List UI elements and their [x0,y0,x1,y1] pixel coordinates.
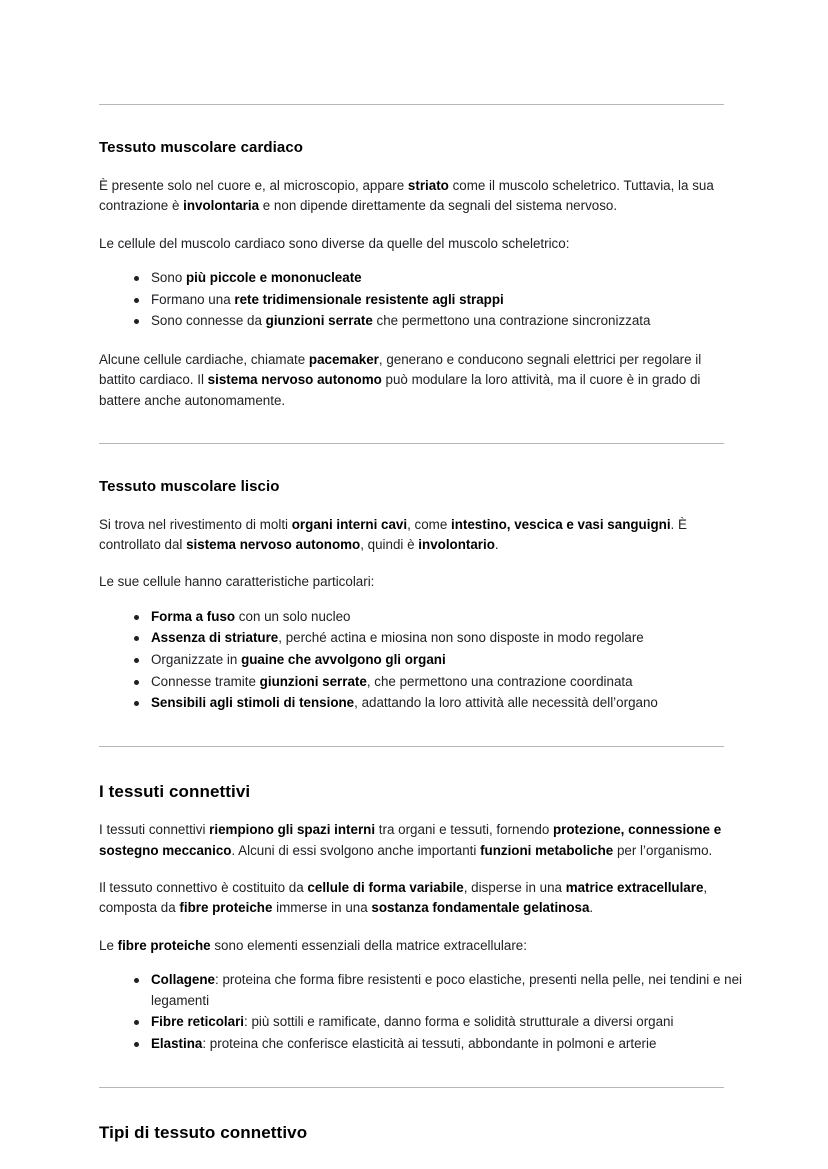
list-item [151,290,775,311]
list-item [151,693,775,714]
emphasis-text: pacemaker [308,351,379,367]
emphasis-text: intestino, vescica e vasi sanguigni [451,516,671,532]
section-heading-tessuto-muscolare-liscio: Tessuto muscolare liscio [99,477,280,495]
emphasis-text: rete tridimensionale resistente agli strappi [234,291,504,307]
plain-text: , quindi è [360,537,419,553]
plain-text: Connesse tramite [151,673,260,689]
emphasis-text: giunzioni serrate [265,313,373,329]
bullet-list-tessuto-muscolare-liscio [99,607,775,714]
emphasis-text: riempiono gli spazi interni [209,822,376,838]
plain-text: . Alcuni di essi svolgono anche importanti [231,842,481,858]
paragraph-p-liscio-2 [99,572,727,592]
emphasis-text: involontario [418,537,495,553]
plain-text: , generano e conducono segnali elettrici per regolare il battito cardiaco. Il [99,351,702,388]
section-heading-tipi-di-tessuto-connettivo: Tipi di tessuto connettivo [99,1122,308,1142]
plain-text: : più sottili e ramificate, danno forma e solidità strutturale a diversi organi [244,1014,674,1030]
section-heading-tessuto-muscolare-cardiaco: Tessuto muscolare cardiaco [99,139,304,156]
plain-text: Sono connesse da [151,313,266,329]
emphasis-text: sistema nervoso autonomo [207,372,382,388]
list-item [151,311,775,332]
plain-text: che permettono una contrazione sincronizzata [372,313,651,329]
plain-text: , perché actina e miosina non sono disposte in modo regolare [278,630,644,646]
plain-text: I tessuti connettivi [99,822,210,838]
section-heading-i-tessuti-connettivi: I tessuti connettivi [99,782,251,801]
paragraph-p-connettivi-3 [99,936,727,956]
plain-text: È presente solo nel cuore e, al microscopio, appare [99,177,408,193]
section-divider [99,1087,724,1088]
emphasis-text: protezione, connessione e sostegno meccanico [99,822,722,858]
emphasis-text: cellule di forma variabile [307,880,464,895]
paragraph-p-connettivi-2 [99,878,727,919]
plain-text: , disperse in una [463,880,566,895]
plain-text: Il tessuto connettivo è costituito da [99,880,308,895]
emphasis-text: Fibre reticolari [151,1014,245,1030]
paragraph-p-cardiaco-3 [99,350,727,411]
emphasis-text: guaine che avvolgono gli organi [241,652,446,668]
emphasis-text: striato [407,177,449,193]
plain-text: : proteina che forma fibre resistenti e poco elastiche, presenti nella pelle, nei tendini e nei legamenti [151,972,743,1008]
emphasis-text: più piccole e mononucleate [186,269,362,285]
emphasis-text: organi interni cavi [291,516,408,532]
list-item [151,650,775,671]
plain-text: : proteina che conferisce elasticità ai tessuti, abbondante in polmoni e arterie [202,1036,657,1052]
emphasis-text: Forma a fuso [151,608,236,624]
section-divider [99,443,724,444]
list-item [151,628,775,649]
plain-text: Le [99,937,118,953]
bullet-list-tessuto-muscolare-cardiaco [99,268,775,332]
paragraph-p-liscio-1 [99,515,727,556]
list-item [151,268,775,289]
emphasis-text: Assenza di striature [151,630,279,646]
plain-text: . È controllato dal [99,516,687,553]
plain-text: Le cellule del muscolo cardiaco sono diverse da quelle del muscolo scheletrico: [99,235,570,251]
plain-text: immerse in una [272,900,372,916]
plain-text: , adattando la loro attività alle necessità dell’organo [354,695,658,711]
plain-text: Organizzate in [151,652,242,668]
section-divider [99,746,724,747]
paragraph-p-cardiaco-2 [99,234,727,254]
list-item [151,672,775,693]
emphasis-text: sistema nervoso autonomo [186,537,361,553]
emphasis-text: matrice extracellulare [565,880,704,895]
list-item [151,1012,775,1033]
list-item [151,607,775,628]
plain-text: Le sue cellule hanno caratteristiche particolari: [99,574,375,590]
emphasis-text: Collagene [151,972,215,988]
plain-text: , come [407,516,451,532]
plain-text: può modulare la loro attività, ma il cuore è in grado di battere anche autonomamente. [99,372,701,408]
plain-text: con un solo nucleo [235,608,351,624]
plain-text: come il muscolo scheletrico. Tuttavia, la sua contrazione è [99,177,714,214]
plain-text: , che permettono una contrazione coordinata [366,673,633,689]
plain-text: tra organi e tessuti, fornendo [375,822,553,838]
emphasis-text: giunzioni serrate [259,673,367,689]
emphasis-text: fibre proteiche [117,937,211,953]
emphasis-text: Sensibili agli stimoli di tensione [151,695,355,711]
plain-text: Si trova nel rivestimento di molti [99,516,292,532]
paragraph-p-connettivi-1 [99,820,727,861]
list-item [151,970,775,1011]
plain-text: per l’organismo. [613,842,713,858]
emphasis-text: funzioni metaboliche [480,842,614,858]
emphasis-text: sostanza fondamentale gelatinosa [371,900,590,916]
plain-text: sono elementi essenziali della matrice extracellulare: [210,937,527,953]
emphasis-text: involontaria [183,198,260,214]
plain-text: Alcune cellule cardiache, chiamate [99,351,309,367]
list-item [151,1034,775,1055]
paragraph-p-cardiaco-1 [99,176,727,217]
emphasis-text: fibre proteiche [179,900,273,916]
plain-text: . [589,900,594,916]
plain-text: Sono [151,269,186,285]
plain-text: e non dipende direttamente da segnali del sistema nervoso. [259,198,618,214]
document-content [99,104,743,1143]
emphasis-text: Elastina [151,1036,203,1052]
plain-text: . [494,537,499,553]
section-divider [99,104,724,105]
plain-text: Formano una [151,291,235,307]
plain-text: , composta da [99,880,708,916]
bullet-list-i-tessuti-connettivi [99,970,775,1055]
